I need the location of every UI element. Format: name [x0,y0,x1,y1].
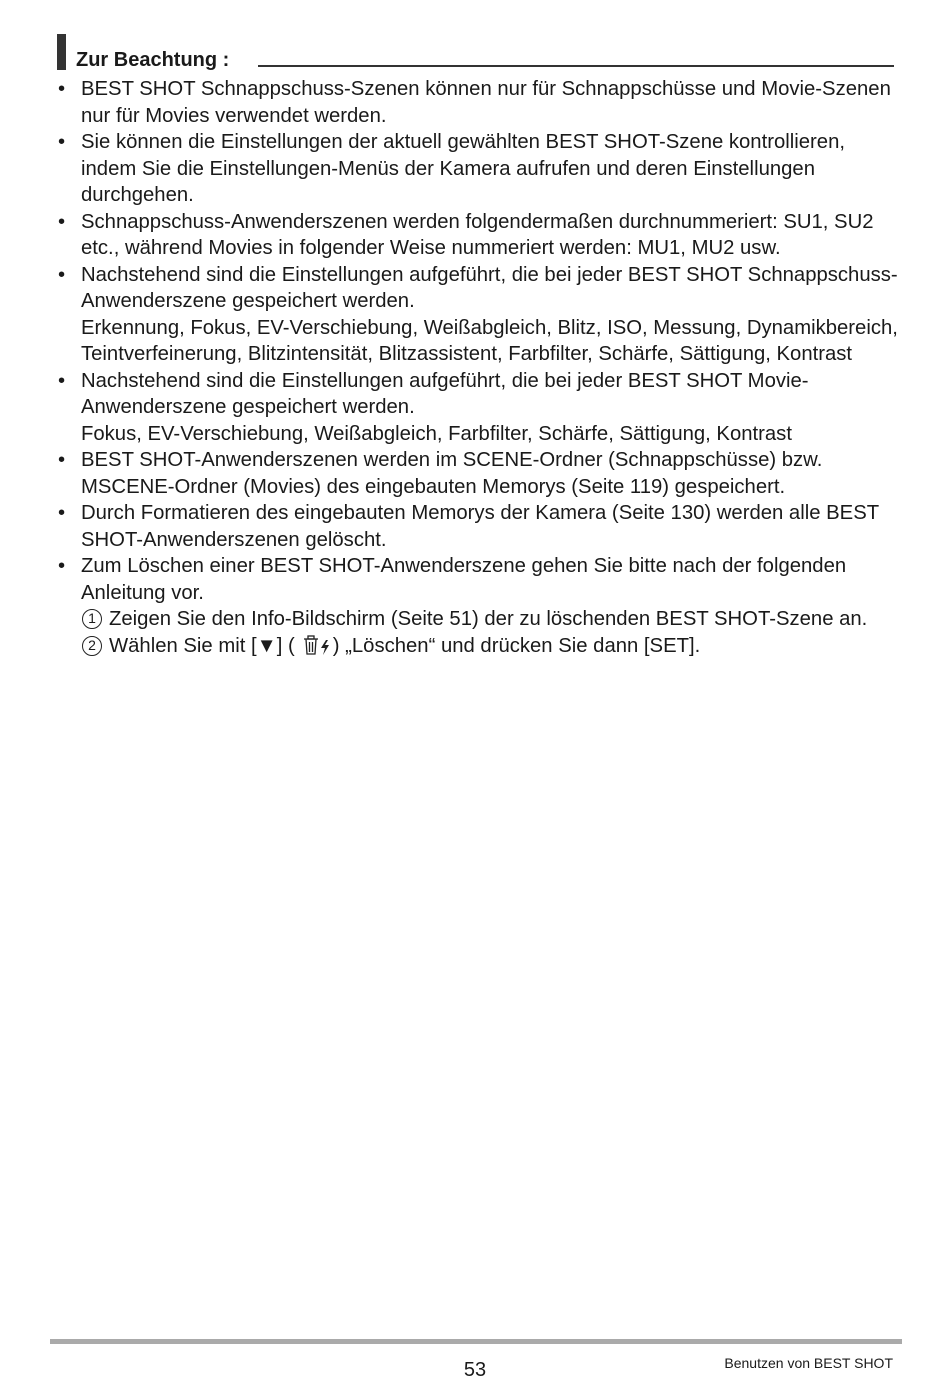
list-item [58,447,898,500]
footer-divider [50,1339,902,1344]
step-text-after: ) „Löschen“ und drücken Sie dann [SET]. [332,634,701,657]
list-item-text: Durch Formatieren des eingebauten Memorys der Kamera (Seite 130) werden alle BEST SHOT-Anwenderszenen gelöscht. [81,502,879,551]
note-marker-bar [57,34,66,70]
settings-list-text: Erkennung, Fokus, EV-Verschiebung, Weißabgleich, Blitz, ISO, Messung, Dynamikbereich, Teintverfeinerung, Blitzintensität, Blitzassistent, Farbfilter, Schärfe, Sättigung, Kontrast [81,316,898,365]
bullet: • [58,369,66,392]
bullet: • [58,78,66,100]
bullet: • [58,449,66,471]
list-item-text: Zum Löschen einer BEST SHOT-Anwenderszene gehen Sie bitte nach der folgenden Anleitung vor. [81,555,847,604]
list-item [58,262,898,368]
section-name: Benutzen von BEST SHOT [724,1355,893,1371]
list-item [58,368,898,448]
list-item [58,209,898,262]
step-number: 1 [82,609,102,629]
list-item [58,553,898,663]
step-text: Zeigen Sie den Info-Bildschirm (Seite 51) der zu löschenden BEST SHOT-Szene an. [109,608,868,630]
list-item-text: BEST SHOT-Anwenderszenen werden im SCENE-Ordner (Schnappschüsse) bzw. MSCENE-Ordner (Movies) des eingebauten Memorys (Seite 119) gespeichert. [81,449,823,498]
list-item [58,129,898,209]
list-item-text: Nachstehend sind die Einstellungen aufgeführt, die bei jeder BEST SHOT Movie-Anwenderszene gespeichert werden. [81,369,809,418]
page-number: 53 [463,1359,487,1381]
trash-flash-icon [295,634,333,664]
step-1 [81,606,898,633]
bullet: • [58,131,66,153]
step-number: 2 [82,636,102,656]
list-item-text: Sie können die Einstellungen der aktuell gewählten BEST SHOT-Szene kontrollieren, indem Sie die Einstellungen-Menüs der Kamera aufrufen und deren Einstellungen durchgehen. [81,131,846,206]
bullet: • [58,210,66,233]
note-header [57,34,894,70]
settings-list-text: Fokus, EV-Verschiebung, Weißabgleich, Farbfilter, Schärfe, Sättigung, Kontrast [81,422,792,445]
step-2 [81,633,898,664]
bullet: • [58,555,66,577]
step-text-before: Wählen Sie mit [▼] ( [109,634,295,657]
note-title: Zur Beachtung : [76,49,230,71]
list-item-text: BEST SHOT Schnappschuss-Szenen können nur für Schnappschüsse und Movie-Szenen nur für Movies verwendet werden. [81,78,891,127]
bullet: • [58,502,66,524]
list-item-text: Nachstehend sind die Einstellungen aufgeführt, die bei jeder BEST SHOT Schnappschuss-Anwenderszene gespeichert werden. [81,263,898,312]
note-list [58,76,898,663]
bullet: • [58,263,66,286]
list-item [58,500,898,553]
list-item-text: Schnappschuss-Anwenderszenen werden folgendermaßen durchnummeriert: SU1, SU2 etc., während Movies in folgender Weise nummeriert werden: MU1, MU2 usw. [81,210,874,259]
list-item [58,76,898,129]
note-divider [258,65,894,67]
